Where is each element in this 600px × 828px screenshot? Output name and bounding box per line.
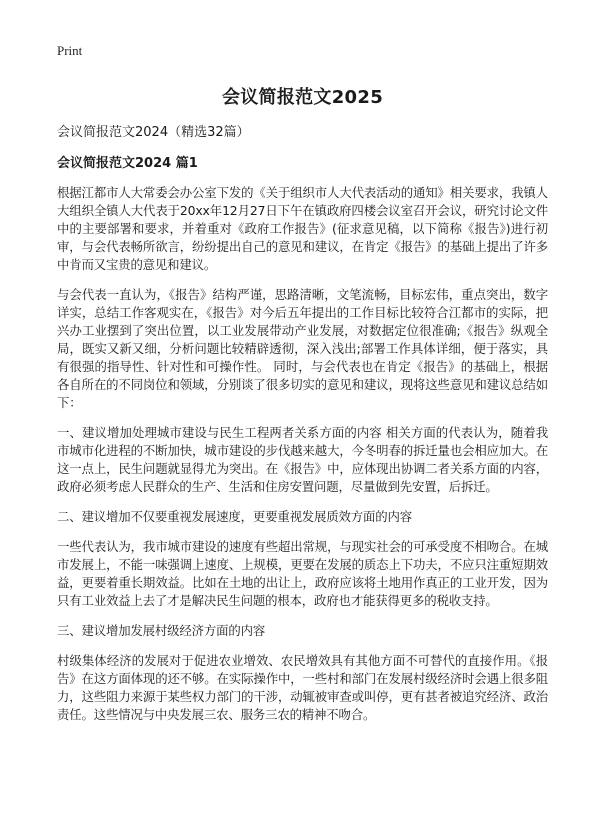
paragraph-1: 根据江都市人大常委会办公室下发的《关于组织市人大代表活动的通知》相关要求，我镇人大组织全镇人大代表于20xx年12月27日下午在镇政府四楼会议室召开会议，研究讨论文件中的主要部署和要求，并着重对《政府工作报告》(征求意见稿，以下简称《报告》)进行初审，与会代表畅所欲言，纷纷提出自己的意见和建议，在肯定《报告》的基础上提出了许多中肯而又宝贵的意见和建议。: [57, 185, 548, 272]
paragraph-6-heading: 三、建议增加发展村级经济方面的内容: [57, 623, 266, 638]
paragraph-5: 一些代表认为，我市城市建设的速度有些超出常规，与现实社会的可承受度不相吻合。在城市发展上，不能一味强调上速度、上规模，更要在发展的质态上下功夫，不应只注重短期效益，更要着重长期效益。比如在土地的出让上，政府应该将土地用作真正的工业开发，因为只有工业效益上去了才是解决民生问题的根本，政府也才能获得更多的税收支持。: [57, 539, 548, 608]
paragraph-7: 村级集体经济的发展对于促进农业增效、农民增效具有其他方面不可替代的直接作用。《报告》在这方面体现的还不够。在实际操作中，一些村和部门在发展村级经济时会遇上很多阻力，这些阻力来源于某些权力部门的干涉，动辄被审查或叫停，更有甚者被追究经济、政治责任。这些情况与中央发展三农、服务三农的精神不吻合。: [57, 653, 548, 722]
document-subtitle: 会议简报范文2024（精选32篇）: [57, 125, 250, 140]
page-title: 会议简报范文2025: [221, 87, 384, 108]
paragraph-2: 与会代表一直认为，《报告》结构严谨，思路清晰，文笔流畅，目标宏伟，重点突出，数字详实，总结工作客观实在，《报告》对今后五年提出的工作目标比较符合江都市的实际，把兴办工业摆到了突出位置，以工业发展带动产业发展，对数据定位很准确;《报告》纵观全局，既实又新又细，分析问题比较精辟透彻，深入浅出;部署工作具体详细，便于落实，具有很强的指导性、针对性和可操作性。 同时，与会代表也在肯定《报告》的基础上，根据各自所在的不同岗位和领域，分别谈了很多切实的意见和建议，现将这些意见和建议总结如下：: [57, 287, 548, 410]
paragraph-4-heading: 二、建议增加不仅要重视发展速度，更要重视发展质效方面的内容: [57, 509, 412, 524]
print-link[interactable]: Print: [57, 43, 83, 58]
section-heading: 会议简报范文2024 篇1: [57, 156, 198, 171]
paragraph-3: 一、建议增加处理城市建设与民生工程两者关系方面的内容 相关方面的代表认为，随着我市城市化进程的不断加快，城市建设的步伐越来越大，今冬明春的拆迁量也会相应加大。在这一点上，民生问题就显得尤为突出。在《报告》中，应体现出协调二者关系方面的内容，政府必须考虑人民群众的生产、生活和住房安置问题，尽量做到先安置，后拆迁。: [57, 425, 548, 494]
